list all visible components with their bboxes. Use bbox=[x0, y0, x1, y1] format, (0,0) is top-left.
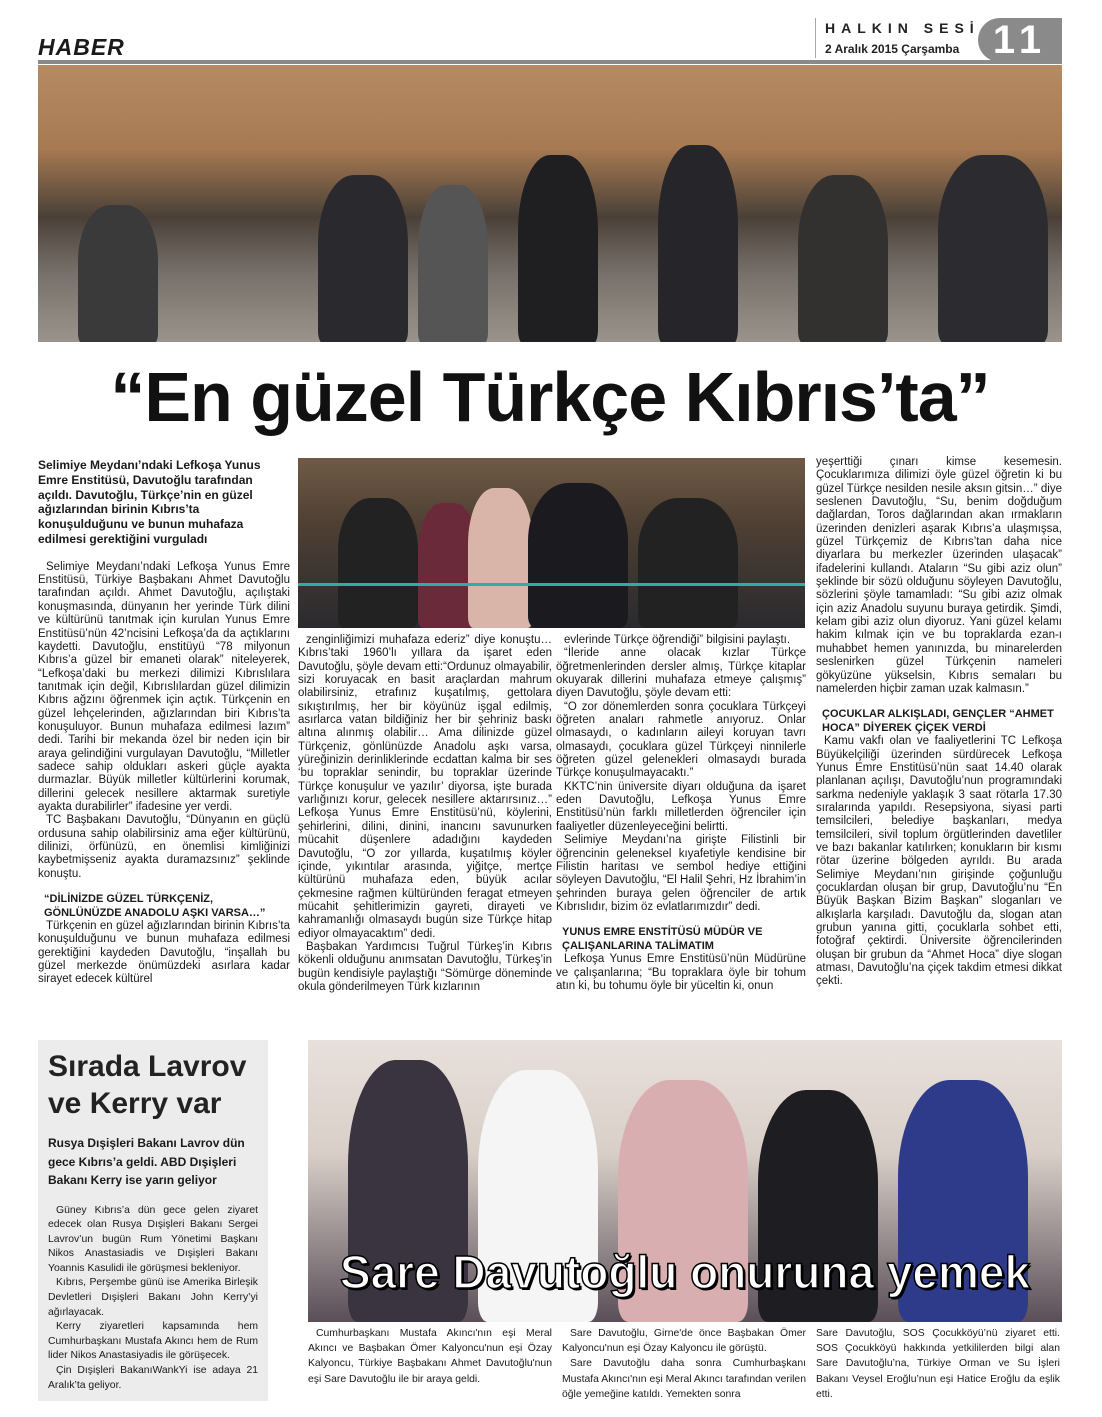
paragraph: Başbakan Yardımcısı Tuğrul Türkeş’in Kıbrıs kökenli olduğunu anımsatan Davutoğlu, Türkeş’in bugün kendisiyle paylaştığı “Sömürge döneminde okula gönderilmeyen Türk kızlarının bbox=[298, 940, 552, 993]
article-column-2 bbox=[298, 634, 552, 994]
caption-text: Sare Davutoğlu daha sonra Cumhurbaşkanı Mustafa Akıncı'nın eşi Meral Akıncı tarafından verilen öğle yemeğine katıldı. Yemekten sonra bbox=[562, 1358, 806, 1400]
article-column-3 bbox=[556, 634, 806, 993]
paragraph: KKTC’nin üniversite diyarı olduğuna da işaret eden Davutoğlu, Lefkoşa Yunus Emre Enstitüsü’nün farklı milletlerden öğrenciler için faaliyetler düzenleyeceğini belirtti. bbox=[556, 780, 806, 833]
paragraph: Selimiye Meydanı’na girişte Filistinli bir öğrencinin geleneksel kıyafetiyle kendisine bir Filistin haritası ve sembol hediye ettiğini söyleyen Davutoğlu, “El Halil Şehri, Hz İbrahim’in şehrinden buraya gelen öğrenciler de artık Kıbrıslıdır, bizim öz evlatlarımızdır” dedi. bbox=[556, 834, 806, 913]
paragraph: Kıbrıs, Perşembe günü ise Amerika Birleşik Devletleri Dışişleri Bakanı John Kerry’yi ağırlayacak. bbox=[48, 1277, 258, 1318]
paragraph: Selimiye Meydanı’ndaki Lefkoşa Yunus Emre Enstitüsü, Türkiye Başbakanı Ahmet Davutoğlu tarafından açıldı. Ahmet Davutoğlu, açılıştaki konuşmasında, dünyanın her yerinde Türk dilini ve kültürünü tanıtmak için kurulan Yunus Emre Enstitüsü’nün 42’ncisini Lefkoşa’da da açtıklarını kaydetti. Davutoğlu, enstitüyü “78 milyonun Kıbrıs’a güzel bir emaneti olarak” niteleyerek, “Lefkoşa’daki bu merkezi dilimizi Kıbrıslılara tanıtmak için değil, Kıbrıslılardan güzel dilimizin Kıbrıs ağzını öğrenmek için açtık. Türkçenin en güzel lehçelerinden, ağızlarından biri Kıbrıs’ta konuşuluyor. Bunun muhafaza edilmesi lazım” dedi. Tarihi bir mekanda özel bir neden için bir araya gelindiğini vurgulayan Davutoğlu, “Milletler sadece sahip oldukları askeri güçle ayakta durmazlar. Büyük milletler kültürlerini korumak, dillerini gelecek nesillere aktarmak suretiyle ayakta durabilirler” ifadesine yer verdi. bbox=[38, 560, 290, 813]
newspaper-name: HALKIN SESİ bbox=[825, 20, 980, 36]
article-lead: Selimiye Meydanı’ndaki Lefkoşa Yunus Emre Enstitüsü, Davutoğlu tarafından açıldı. Davutoğlu, Türkçe’nin en güzel ağızlarından birinin Kıbrıs’ta konuşulduğunu ve bunun muhafaza edilmesi gerektiğini vurguladı bbox=[38, 458, 261, 546]
photo-caption-2 bbox=[562, 1326, 806, 1402]
paragraph: yeşerttiği çınarı kimse kesemesin. Çocuklarımıza dilimizi öyle güzel öğretin ki bu güzel Türkçe nesilden nesile aksın gitsin…” diye seslenen Davutoğlu, “Su, benim doğduğum dağlardan, Toros dağlarından akan ırmakların üzerinden denizleri aşarak Kıbrıs’a ulaşmışsa, güzel Türkçemiz de Kıbrıs’tan daha nice diyarlara bu merkezler üzerinden ulaşacak” ifadelerini kullandı. Ataların “Su gibi aziz olun” şeklinde bir sözü olduğunu söyleyen Davutoğlu, sözlerini şöyle tamamladı: “Su gibi aziz olmak için aziz Anadolu suyunu buraya getirdik. Şimdi, kelam gibi aziz olun diyoruz. Yani güzel kelamı hakim kılmak için ve bu topraklarda ezan-ı muhabbet hemen yanınızda, bu minarelerden seslenirken güzel Türkçenin nameleri gökyüzüne yükselsin, Kıbrıs semaları bu namelerden hiçbir zaman uzak kalmasın.” bbox=[816, 456, 1062, 695]
section-label: HABER bbox=[38, 34, 125, 60]
subheading: YUNUS EMRE ENSTİTÜSÜ MÜDÜR VE ÇALIŞANLARINA TALİMATIM bbox=[562, 926, 763, 952]
ribbon-cutting-photo bbox=[298, 458, 805, 628]
article-column-4 bbox=[816, 456, 1062, 989]
sidebar-story bbox=[38, 1040, 268, 1401]
photo-caption-1 bbox=[308, 1326, 552, 1387]
masthead-divider bbox=[815, 18, 816, 58]
sidebar-lead: Rusya Dışişleri Bakanı Lavrov dün gece Kıbrıs’a geldi. ABD Dışişleri Bakanı Kerry ise yarın geliyor bbox=[48, 1136, 245, 1187]
paragraph: Çin Dışişleri BakanıWankYi ise adaya 21 Aralık’ta geliyor. bbox=[48, 1365, 258, 1391]
photo-story-headline: Sare Davutoğlu onuruna yemek bbox=[339, 1246, 1031, 1298]
sidebar-headline: Sırada Lavrov ve Kerry var bbox=[48, 1050, 247, 1120]
header-rule bbox=[38, 60, 1062, 64]
paragraph: TC Başbakanı Davutoğlu, “Dünyanın en güçlü ordusuna sahip olabilirsiniz ama eğer kültürünü, dilinizi, örfünüzü, en önemlisi kimliğinizi kaybetmişseniz ayakta duramazsınız” şeklinde konuştu. bbox=[38, 814, 290, 880]
caption-text: Cumhurbaşkanı Mustafa Akıncı'nın eşi Meral Akıncı ve Başbakan Ömer Kalyoncu'nun eşi Özay Kalyoncu, Türkiye Başbakanı Ahmet Davutoğlu'nun eşi Sare Davutoğlu ile bir araya geldi. bbox=[308, 1328, 552, 1385]
issue-date: 2 Aralık 2015 Çarşamba bbox=[825, 42, 960, 56]
paragraph: Güney Kıbrıs’a dün gece gelen ziyaret edecek olan Rusya Dışişleri Bakanı Sergei Lavrov’un bugün Rum Yönetimi Başkanı Nikos Anastasiadis ve Dışişleri Bakanı Yoannis Kasulidi ile görüşmesi bekleniyor. bbox=[48, 1204, 258, 1274]
paragraph: Kerry ziyaretleri kapsamında hem Cumhurbaşkanı Mustafa Akıncı hem de Rum lider Nikos Anastasiyadis ile görüşecek. bbox=[48, 1321, 258, 1362]
photo-caption-3 bbox=[816, 1326, 1060, 1402]
subheading: ÇOCUKLAR ALKIŞLADI, GENÇLER “AHMET HOCA” DİYEREK ÇİÇEK VERDİ bbox=[822, 708, 1054, 734]
article-column-1 bbox=[38, 458, 290, 987]
paragraph: “O zor dönemlerden sonra çocuklara Türkçeyi öğreten anaları rahmetle anıyoruz. Onlar olmasaydı, o kadınların aileyi koruyan tavrı olmasaydı, çocuklara güzel Türkçeyi ninnilerle öğreten güzel gelenekleri olmasaydı burada Türkçe konuşulmayacaktı.” bbox=[556, 700, 806, 780]
page-number: 11 bbox=[978, 18, 1062, 62]
paragraph: Türkçenin en güzel ağızlarından birinin Kıbrıs’ta konuşulduğunu ve bunun muhafaza edilmesi gerektiğini kaydeden Davutoğlu, “inşallah bu güzel merkezde önümüzdeki asırlara kadar sirayet edecek kültürel bbox=[38, 920, 290, 986]
paragraph: zenginliğimizi muhafaza ederiz” diye konuştu… Kıbrıs’taki 1960’lı yıllara da işaret eden Davutoğlu, şöyle devam etti:“Ordunuz olmayabilir, sizi koruyacak en basit araçlardan mahrum olabilirsiniz, etrafınız kuşatılmış, gettolara sıkıştırılmış, her bir köyünüz işgal edilmiş, asırlarca vatan bildiğiniz her bir şehriniz baskı altına alınmış olabilir… Ama dilinizde güzel Türkçeniz, gönlünüzde Anadolu aşkı varsa, yüreğinizin derinliklerinde ecdattan kalma bir ses ‘bu topraklar senindir, bu topraklar üzerinde Türkçe konuşulur ve yazılır’ diyorsa, işte burada varlığınızı korur, gelecek nesillere aktarırsınız…” Lefkoşa Yunus Emre Enstitüsü’nü, köylerini, şehirlerini, dilini, dinini, inancını savunurken mücahit düşenlere adadığını kaydeden Davutoğlu, “O zor yıllarda, kuşatılmış köyler içinde, yıkıntılar arasında, yiğitçe, mertçe kültürünü muhafaza eden, büyük acılar çekmesine rağmen kültüründen feragat etmeyen mücahit şehitlerimizin gayreti, dirayeti ve kahramanlığı olmasaydı bugün size Türkçe hitap ediyor olmayacaktım” dedi. bbox=[298, 634, 552, 940]
caption-text: Sare Davutoğlu, SOS Çocukköyü’nü ziyaret etti. SOS Çocukköyü hakkında yetkililerden bilgi alan Sare Davutoğlu’na, Türkiye Orman ve Su İşleri Bakanı Veysel Eroğlu’nun eşi Hatice Eroğlu da eşlik etti. bbox=[816, 1328, 1060, 1400]
paragraph: Lefkoşa Yunus Emre Enstitüsü’nün Müdürüne ve çalışanlarına; “Bu topraklara öyle bir tohum atın ki, bu tohumu öyle bir yüceltin ki, onun bbox=[556, 953, 806, 992]
paragraph: evlerinde Türkçe öğrendiği” bilgisini paylaştı. bbox=[564, 634, 791, 646]
paragraph: “İleride anne olacak kızlar Türkçe öğretmenlerinden dersler almış, Türkçe kitaplar okuyarak dillerini muhafaza etmeye çalışmış” diyen Davutoğlu, şöyle devam etti: bbox=[556, 647, 806, 700]
caption-text: Sare Davutoğlu, Girne'de önce Başbakan Ömer Kalyoncu'nun eşi Özay Kalyoncu ile görüştü. bbox=[562, 1328, 806, 1355]
main-headline: “En güzel Türkçe Kıbrıs’ta” bbox=[110, 358, 990, 436]
subheading: “DİLİNİZDE GÜZEL TÜRKÇENİZ, GÖNLÜNÜZDE ANADOLU AŞKI VARSA…” bbox=[44, 893, 266, 919]
crowd-photo bbox=[38, 65, 1062, 342]
paragraph: Kamu vakfı olan ve faaliyetlerini TC Lefkoşa Büyükelçiliği üzerinden sürdürecek Lefkoşa Yunus Emre Enstitüsü’nün saat 14.40 olarak planlanan açılışı, Davutoğlu’nun programındaki sarkma nedeniyle yaklaşık 3 saat rötarla 17.30 sıralarında yapıldı. Resepsiyona, siyasi parti temsilcileri, belediye başkanları, medya temsilcileri, sivil toplum örgütlerinden davetliler ve bazı bakanlar katılırken; konukların bir kısmı rötar üzerine bölgeden ayrıldı. Bu arada Selimiye Meydanı’nın girişinde çoğunluğu çocuklardan oluşan bir grup, Davutoğlu’nu “En Büyük Başkan Bizim Başkan” sloganları ve alkışlarla karşıladı. Davutoğlu da, slogan atan grubun yanına gitti, çocuklarla sohbet etti, fotoğraf çektirdi. Üniversite öğrencilerinden oluşan bir grubun da “Ahmet Hoca” diye slogan atması, Davutoğlu’na çiçek takdim etmesi dikkat çekti. bbox=[816, 735, 1062, 988]
